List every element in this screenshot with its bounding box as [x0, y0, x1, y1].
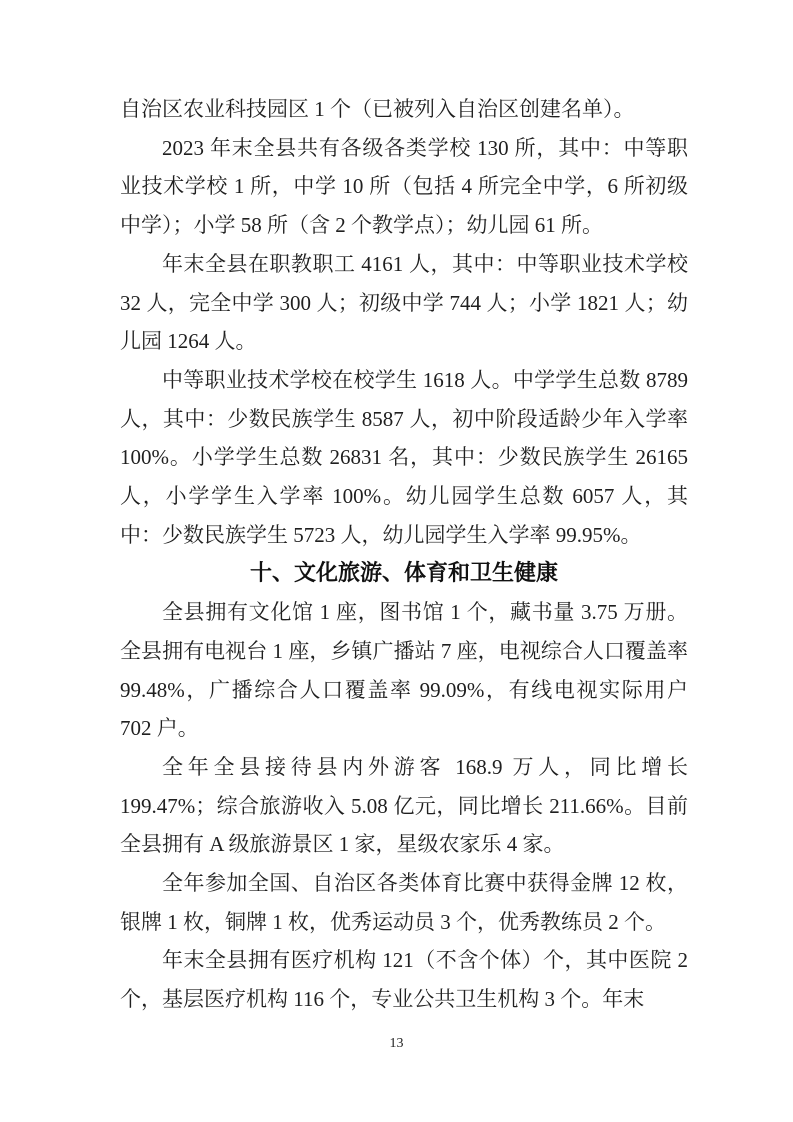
paragraph-culture-broadcast: 全县拥有文化馆 1 座，图书馆 1 个，藏书量 3.75 万册。全县拥有电视台 1 座，乡镇广播站 7 座，电视综合人口覆盖率 99.48%，广播综合人口覆盖率 99.09%，有线电视实际用户 702 户。 [120, 600, 688, 741]
paragraph-tourism: 全年全县接待县内外游客 168.9 万人，同比增长 199.47%；综合旅游收入 5.08 亿元，同比增长 211.66%。目前全县拥有 A 级旅游景区 1 家，星级农家乐 4 家。 [120, 754, 688, 857]
document-body [120, 90, 688, 1019]
page-number: 13 [389, 1036, 404, 1051]
paragraph-schools-count: 2023 年末全县共有各级各类学校 130 所，其中：中等职业技术学校 1 所，中学 10 所（包括 4 所完全中学，6 所初级中学）；小学 58 所（含 2 个教学点）；幼儿园 61 所。 [120, 135, 688, 238]
paragraph-student-numbers: 中等职业技术学校在校学生 1618 人。中学学生总数 8789 人，其中：少数民族学生 8587 人，初中阶段适龄少年入学率 100%。小学学生总数 26831 名，其中：少数民族学生 26165 人，小学学生入学率 100%。幼儿园学生总数 6057 人，其中：少数民族学生 5723 人，幼儿园学生入学率 99.95%。 [120, 367, 688, 547]
paragraph-continuation: 自治区农业科技园区 1 个（已被列入自治区创建名单）。 [120, 97, 635, 121]
section-heading-culture-tourism-sports-health: 十、文化旅游、体育和卫生健康 [249, 560, 558, 586]
paragraph-medical-institutions: 年末全县拥有医疗机构 121（不含个体）个，其中医院 2 个，基层医疗机构 116 个，专业公共卫生机构 3 个。年末 [120, 948, 688, 1012]
paragraph-sports-medals: 全年参加全国、自治区各类体育比赛中获得金牌 12 枚，银牌 1 枚，铜牌 1 枚，优秀运动员 3 个，优秀教练员 2 个。 [120, 871, 688, 934]
paragraph-teaching-staff: 年末全县在职教职工 4161 人，其中：中等职业技术学校 32 人，完全中学 300 人；初级中学 744 人；小学 1821 人；幼儿园 1264 人。 [120, 251, 688, 354]
